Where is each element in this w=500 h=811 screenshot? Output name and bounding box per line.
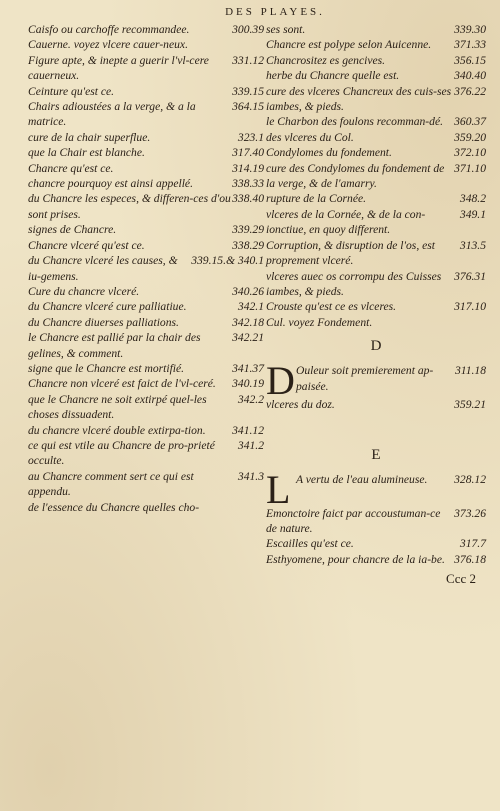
index-entry <box>266 191 486 206</box>
index-entry <box>266 145 486 160</box>
index-entry-page-ref: 356.15 <box>454 53 486 67</box>
index-entry <box>266 299 486 314</box>
index-entry <box>266 358 486 404</box>
index-entry-text: Emonctoire faict par accoustuman-ce de nature. <box>266 506 441 535</box>
index-entry-text: chancre pourquoy est ainsi appellé. <box>28 177 193 191</box>
index-entry-text: au Chancre comment sert ce qui est appendu. <box>28 469 194 499</box>
index-entry <box>28 222 264 237</box>
index-entry-page-ref: 341.37 <box>232 361 264 375</box>
index-entry-page-ref: 364.15 <box>232 100 264 114</box>
index-entry-text: Chancre qu'est ce. <box>28 161 114 175</box>
index-entry-page-ref: 360.37 <box>454 115 486 129</box>
index-entry-page-ref: 314.19 <box>232 161 264 175</box>
index-entry <box>28 315 264 330</box>
index-entry-page-ref: 338.40 <box>232 192 264 206</box>
index-entry-text: Ouleur soit premierement ap-paisée. <box>296 364 434 393</box>
index-entry-page-ref: 340.19 <box>232 377 264 391</box>
index-entry-text: que le Chancre ne soit extirpé quel-les choses dissuadent. <box>28 392 207 422</box>
index-entry-text: vlceres de la Cornée, & de la con-ionctiue, en quoy different. <box>266 207 426 237</box>
index-entry-text: rupture de la Cornée. <box>266 192 367 206</box>
index-entry-page-ref: 342.1 <box>237 300 264 314</box>
index-entry-page-ref: 371.10 <box>454 161 486 175</box>
index-entry-text: Corruption, & disruption de l'os, est proprement vlceré. <box>266 238 435 268</box>
index-entry-text: Chancrositez es gencives. <box>266 53 386 67</box>
index-entry-page-ref: 342.21 <box>232 331 264 345</box>
index-entry-page-ref: 300.39 <box>232 23 264 36</box>
index-entry <box>28 22 264 37</box>
index-entry <box>28 84 264 99</box>
index-entry-page-ref: 342.18 <box>232 315 264 329</box>
index-entry-text: signe que le Chancre est mortifié. <box>28 361 185 375</box>
index-entry-page-ref: 323.1 <box>237 130 264 144</box>
index-entry-page-ref: 376.31 <box>454 269 486 283</box>
index-entry-page-ref: 376.18 <box>454 552 486 566</box>
index-entry-text: de l'essence du Chancre quelles cho- <box>28 500 200 514</box>
index-entry-text: herbe du Chancre quelle est. <box>266 69 400 83</box>
index-entry <box>28 238 264 253</box>
index-entry <box>266 269 486 300</box>
index-entry-text: cure de la chair superflue. <box>28 130 151 144</box>
index-entry-page-ref: 339.30 <box>454 23 486 36</box>
index-entry <box>266 207 486 238</box>
index-entries-c-continued <box>266 22 486 330</box>
index-entry-text: Caisfo ou carchoffe recommandee. <box>28 23 190 36</box>
index-entry-text: du Chancre les especes, & differen-ces d'ou sont prises. <box>28 192 231 221</box>
index-entry-page-ref: 317.40 <box>232 146 264 160</box>
index-entry-page-ref: 340.40 <box>454 69 486 83</box>
index-entry <box>266 130 486 145</box>
index-entry <box>28 330 264 361</box>
drop-capital: L <box>266 466 291 512</box>
index-entry-text: cure des Condylomes du fondement de la verge, & de l'amarry. <box>266 161 445 191</box>
index-entry-page-ref: 313.5 <box>459 238 486 252</box>
index-entry <box>28 53 264 84</box>
index-entry-page-ref: 339.15.& 340.1 <box>191 254 264 268</box>
index-entry <box>266 315 486 330</box>
index-entry-text: ce qui est vtile au Chancre de pro-prieté occulte. <box>28 438 215 468</box>
section-d-entries <box>266 358 486 412</box>
index-entry <box>28 376 264 391</box>
index-entry-text: du chancre vlceré double extirpa-tion. <box>28 423 206 437</box>
index-entry <box>28 438 264 469</box>
index-entry-page-ref: 371.33 <box>454 38 486 52</box>
index-entry-page-ref: 331.12 <box>232 53 264 67</box>
index-entry-text: vlceres du doz. <box>266 398 335 412</box>
index-entry-page-ref: 339.29 <box>232 223 264 237</box>
index-entry-text: Chancre est polype selon Auicenne. <box>266 38 432 52</box>
index-entry-page-ref: 317.10 <box>454 300 486 314</box>
index-entry <box>28 37 264 52</box>
index-entry <box>28 361 264 376</box>
index-entry <box>28 191 264 222</box>
index-entry-text: Crouste qu'est ce es vlceres. <box>266 300 397 314</box>
index-entry <box>266 161 486 192</box>
index-entry-page-ref: 349.1 <box>459 207 486 221</box>
index-entry <box>266 53 486 68</box>
index-entry-text: vlceres auec os corrompu des Cuisses iambes, & pieds. <box>266 269 442 298</box>
index-entry-page-ref: 359.20 <box>454 130 486 144</box>
index-entry-text: A vertu de l'eau alumineuse. <box>296 472 428 486</box>
section-letter-d: D <box>370 338 382 355</box>
index-entry-text: Chancre non vlceré est faict de l'vl-ceré. <box>28 377 216 391</box>
index-entry-page-ref: 341.12 <box>232 423 264 437</box>
index-entry-page-ref: 372.10 <box>454 146 486 160</box>
drop-capital: D <box>266 358 295 404</box>
index-entry-text: cure des vlceres Chancreux des cuis-ses iambes, & pieds. <box>266 84 452 114</box>
index-entry <box>266 238 486 269</box>
index-entry <box>266 536 486 551</box>
index-entry <box>28 176 264 191</box>
index-entry <box>28 500 264 515</box>
index-entry <box>266 37 486 52</box>
index-entry-text: Cul. voyez Fondement. <box>266 315 373 329</box>
index-entry-page-ref: 317.7 <box>459 537 486 551</box>
index-entry-text: signes de Chancre. <box>28 223 117 237</box>
index-entry-page-ref: 341.3 <box>237 469 264 483</box>
index-entry <box>28 253 264 284</box>
index-entry-page-ref: 339.15 <box>232 84 264 98</box>
index-entry-page-ref: 348.2 <box>459 192 486 206</box>
index-entry <box>266 466 486 512</box>
index-entry-page-ref: 328.12 <box>454 472 486 486</box>
section-e-entries <box>266 466 486 568</box>
index-entry <box>28 284 264 299</box>
index-entry-text: ses sont. <box>266 23 306 36</box>
index-entry-page-ref: 341.2 <box>237 438 264 452</box>
index-entry <box>266 506 486 537</box>
index-entry-text: le Charbon des foulons recomman-dé. <box>266 115 443 129</box>
index-entry-page-ref: 376.22 <box>454 84 486 98</box>
index-entry-text: du Chancre vlceré cure palliatiue. <box>28 300 187 314</box>
index-entry <box>28 130 264 145</box>
index-entry <box>28 99 264 130</box>
index-entry-text: Ceinture qu'est ce. <box>28 84 115 98</box>
index-entry-page-ref: 311.18 <box>454 364 486 378</box>
index-entry <box>266 114 486 129</box>
running-head: DES PLAYES. <box>225 6 325 18</box>
index-column-left <box>28 22 264 515</box>
index-entry <box>28 392 264 423</box>
index-entry-text: des vlceres du Col. <box>266 130 354 144</box>
index-entry-text: le Chancre est pallié par la chair des gelines, & comment. <box>28 331 201 360</box>
index-entry <box>28 161 264 176</box>
section-letter-e: E <box>371 446 381 463</box>
index-entry <box>28 469 264 500</box>
index-entry-page-ref: 373.26 <box>454 506 486 520</box>
signature-mark: Ccc 2 <box>446 571 476 587</box>
index-entry-text: Chairs adioustées a la verge, & a la matrice. <box>28 100 196 129</box>
index-entry <box>266 84 486 115</box>
index-entry <box>266 552 486 567</box>
index-entry-text: Esthyomene, pour chancre de la ia-be. <box>266 552 445 566</box>
index-entry <box>28 299 264 314</box>
index-entry-text: du Chancre vlceré les causes, & iu-gemens. <box>28 254 178 283</box>
index-entry-text: Figure apte, & inepte a guerir l'vl-cere cauerneux. <box>28 53 209 83</box>
index-entry-text: du Chancre diuerses palliations. <box>28 315 179 329</box>
index-entry-page-ref: 338.29 <box>232 238 264 252</box>
index-column-right <box>266 22 486 587</box>
index-entry-text: que la Chair est blanche. <box>28 146 145 160</box>
index-entry-text: Condylomes du fondement. <box>266 146 392 160</box>
index-entry <box>266 22 486 37</box>
index-entry-text: Cauerne. voyez vlcere cauer-neux. <box>28 38 188 52</box>
index-entry-text: Cure du chancre vlceré. <box>28 284 140 298</box>
index-entry-page-ref: 340.26 <box>232 284 264 298</box>
index-entry-page-ref: 359.21 <box>454 398 486 412</box>
index-entry <box>28 423 264 438</box>
index-entry-page-ref: 338.33 <box>232 177 264 191</box>
index-entry <box>266 68 486 83</box>
index-entry-text: Chancre vlceré qu'est ce. <box>28 238 145 252</box>
index-entry <box>28 145 264 160</box>
index-entry-text: Escailles qu'est ce. <box>266 537 354 551</box>
index-entry <box>266 397 486 412</box>
index-entry-page-ref: 342.2 <box>237 392 264 406</box>
